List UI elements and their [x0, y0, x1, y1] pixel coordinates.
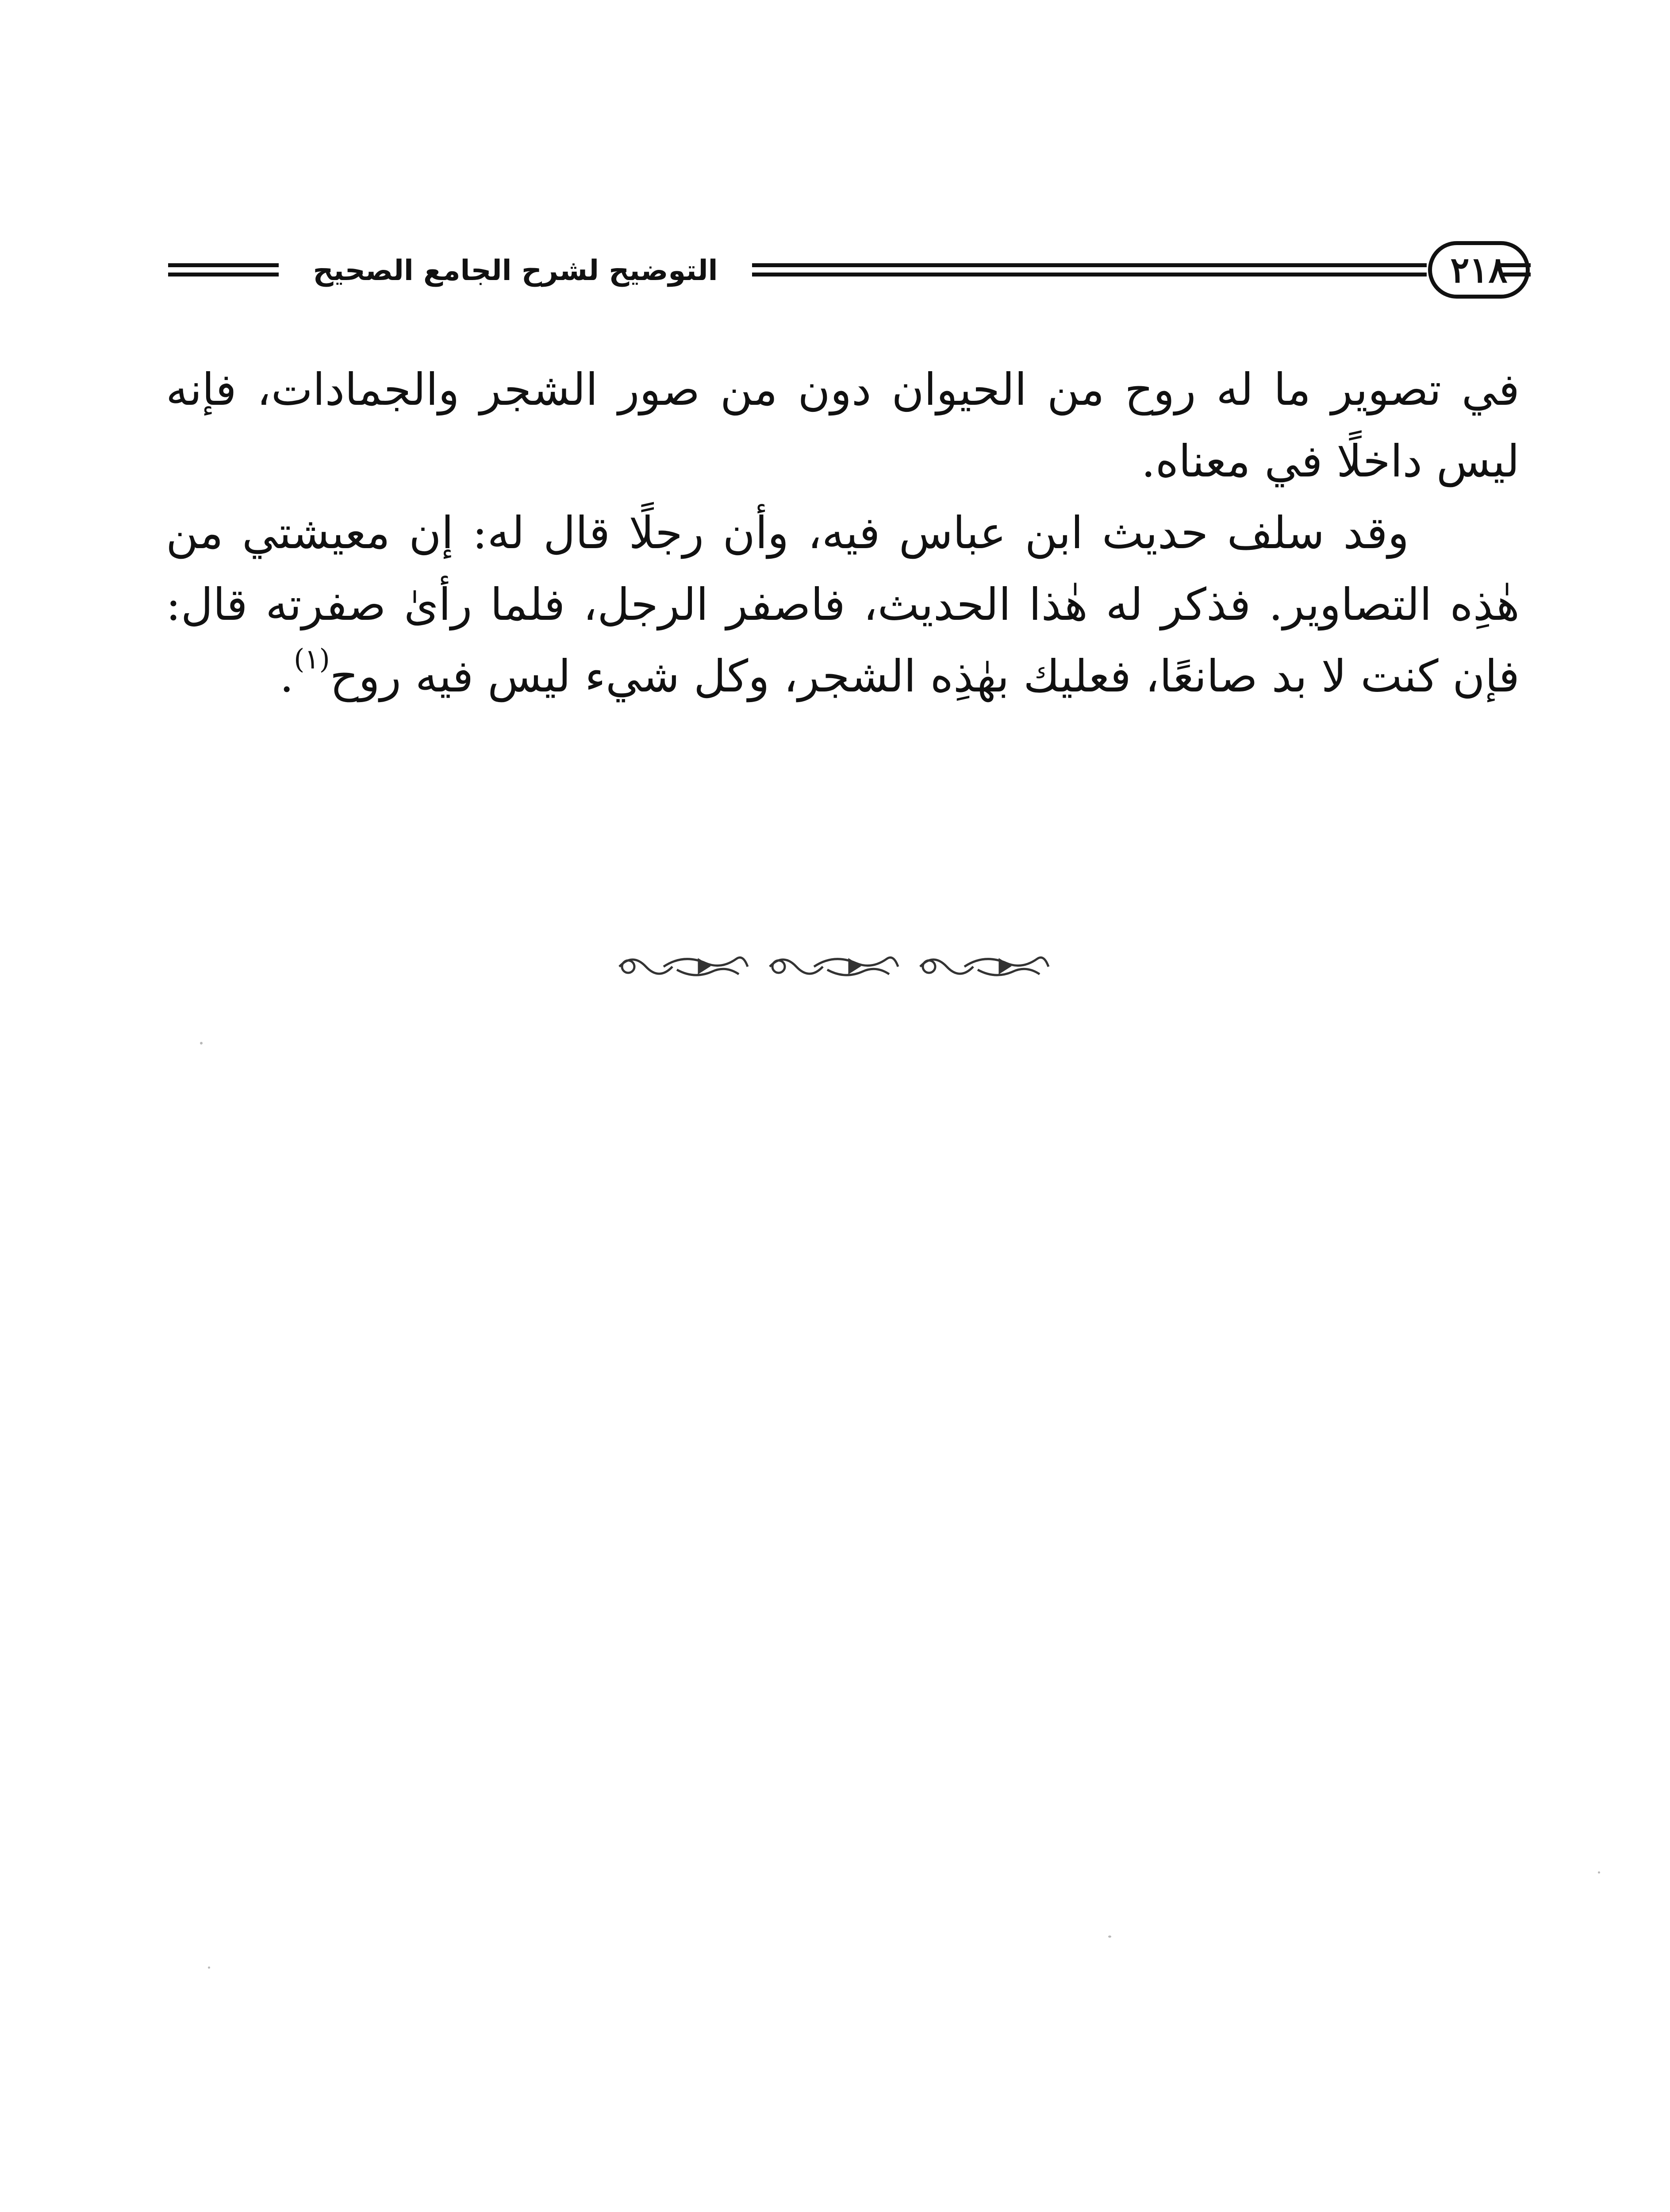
- paragraph: في تصوير ما له روح من الحيوان دون من صور الشجر والجمادات، فإنه ليس داخلًا في معناه.: [166, 364, 1520, 487]
- page-number: ٢١٨: [1428, 241, 1530, 299]
- main-text: [166, 354, 1520, 712]
- running-title: التوضيح لشرح الجامع الصحيح: [313, 254, 718, 287]
- header-rule-right: [1500, 263, 1531, 276]
- ornament-divider: [610, 947, 1057, 987]
- scan-speck: [1108, 1936, 1111, 1938]
- page-header: [168, 241, 1522, 299]
- scan-speck: [208, 1966, 210, 1969]
- ornament-unit: [770, 957, 898, 975]
- ornament-unit: [619, 957, 748, 975]
- ornament-unit: [920, 957, 1048, 975]
- header-rule-middle: [752, 263, 1427, 276]
- header-rule-left: [168, 263, 279, 276]
- footnote-reference: (١): [294, 643, 330, 675]
- paragraph-end-mark: .: [280, 650, 294, 702]
- scan-speck: [200, 1042, 203, 1045]
- paragraph-text: وقد سلف حديث ابن عباس فيه، وأن رجلًا قال له: إن معيشتي من هٰذِه التصاوير. فذكر له هٰذا الحديث، فاصفر الرجل، فلما رأىٰ صفرته قال: فإن كنت لا بد صانعًا، فعليك بهٰذِه الشجر، وكل شيء ليس فيه روح: [166, 507, 1520, 702]
- paragraph: [166, 497, 1520, 712]
- scan-speck: [1598, 1871, 1600, 1874]
